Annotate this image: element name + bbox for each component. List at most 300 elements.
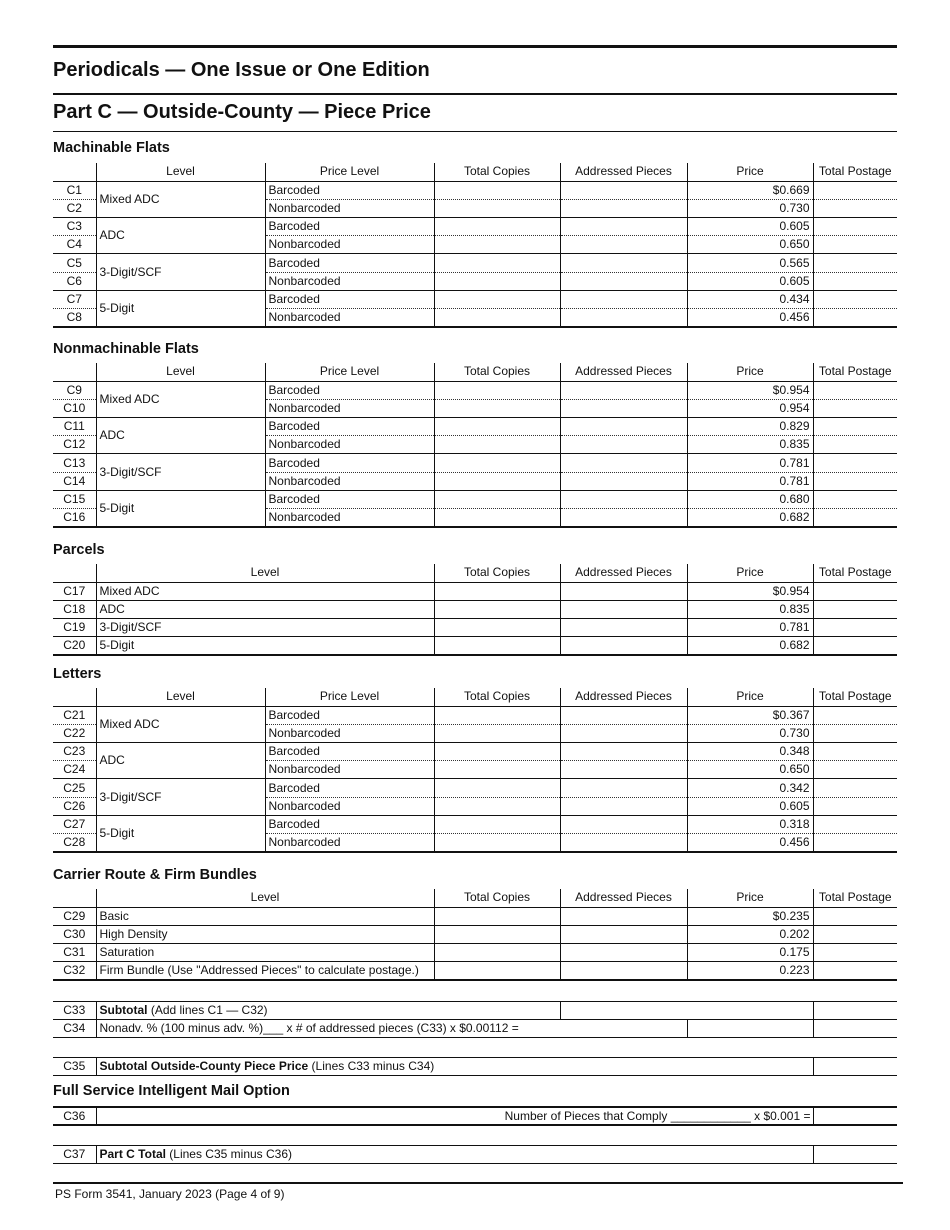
total-copies-field[interactable] <box>434 724 560 742</box>
price-cell: 0.318 <box>687 815 813 833</box>
total-postage-field[interactable] <box>813 797 897 815</box>
line-number: C18 <box>53 600 96 618</box>
addressed-pieces-field[interactable] <box>560 381 687 399</box>
carrier-route-table <box>53 889 897 981</box>
addressed-pieces-field[interactable] <box>560 582 687 600</box>
header-total-copies: Total Copies <box>434 688 560 706</box>
line-label-bold: Subtotal <box>99 1003 148 1018</box>
nonmachinable-flats-table <box>53 363 897 528</box>
line-number: C25 <box>53 779 96 797</box>
line-description <box>96 1002 560 1020</box>
price-cell: 0.730 <box>687 724 813 742</box>
price-level-cell: Nonbarcoded <box>265 236 434 254</box>
price-level-cell: Nonbarcoded <box>265 472 434 490</box>
level-cell: 3-Digit/SCF <box>96 454 265 490</box>
line-label-rest: (Add lines C1 — C32) <box>147 1003 268 1018</box>
header-addressed-pieces: Addressed Pieces <box>560 688 687 706</box>
total-postage-field[interactable] <box>813 509 897 527</box>
price-level-cell: Barcoded <box>265 381 434 399</box>
line-number: C37 <box>53 1146 96 1164</box>
price-level-cell: Nonbarcoded <box>265 834 434 852</box>
header-level: Level <box>96 889 434 907</box>
footer-rule <box>53 1182 903 1184</box>
line-number: C9 <box>53 381 96 399</box>
table-row <box>53 254 897 272</box>
letters-title: Letters <box>53 666 102 682</box>
line-number: C27 <box>53 815 96 833</box>
price-cell: 0.835 <box>687 600 813 618</box>
line-number: C22 <box>53 724 96 742</box>
price-level-cell: Nonbarcoded <box>265 199 434 217</box>
level-cell: Saturation <box>96 944 434 962</box>
addressed-pieces-field[interactable] <box>560 925 687 943</box>
total-copies-field[interactable] <box>434 436 560 454</box>
level-cell: ADC <box>96 743 265 779</box>
line-number: C16 <box>53 509 96 527</box>
table-row <box>53 381 897 399</box>
line-number: C29 <box>53 907 96 925</box>
table-row <box>53 706 897 724</box>
total-copies-field[interactable] <box>434 309 560 327</box>
price-level-cell: Nonbarcoded <box>265 509 434 527</box>
addressed-pieces-field[interactable] <box>560 962 687 980</box>
level-cell: 3-Digit/SCF <box>96 619 434 637</box>
addressed-pieces-field[interactable] <box>560 490 687 508</box>
total-postage-field[interactable] <box>813 600 897 618</box>
line-c37 <box>53 1146 897 1164</box>
price-cell: 0.456 <box>687 834 813 852</box>
line-number: C5 <box>53 254 96 272</box>
total-postage-field[interactable] <box>813 834 897 852</box>
addressed-pieces-field[interactable] <box>560 272 687 290</box>
total-postage-field[interactable] <box>813 272 897 290</box>
price-level-cell: Barcoded <box>265 706 434 724</box>
total-postage-field[interactable] <box>813 815 897 833</box>
level-cell: Mixed ADC <box>96 381 265 417</box>
machinable-flats-title: Machinable Flats <box>53 140 170 156</box>
price-cell: $0.235 <box>687 907 813 925</box>
total-copies-field[interactable] <box>434 254 560 272</box>
total-copies-field[interactable] <box>434 199 560 217</box>
total-copies-field[interactable] <box>434 454 560 472</box>
level-cell: Basic <box>96 907 434 925</box>
line-label-rest: (Lines C33 minus C34) <box>308 1059 435 1074</box>
line-number: C33 <box>53 1002 96 1020</box>
total-postage-field[interactable] <box>813 944 897 962</box>
price-cell: 0.954 <box>687 399 813 417</box>
price-level-cell: Barcoded <box>265 454 434 472</box>
addressed-pieces-field[interactable] <box>560 834 687 852</box>
total-postage-field[interactable] <box>813 399 897 417</box>
table-row <box>53 743 897 761</box>
price-level-cell: Barcoded <box>265 779 434 797</box>
level-cell: ADC <box>96 600 434 618</box>
header-total-postage: Total Postage <box>813 363 897 381</box>
line-number: C21 <box>53 706 96 724</box>
total-postage-field[interactable] <box>813 1058 897 1076</box>
header-addressed-pieces: Addressed Pieces <box>560 163 687 181</box>
price-cell: 0.434 <box>687 290 813 308</box>
level-cell: 3-Digit/SCF <box>96 779 265 815</box>
title-rule <box>53 93 897 95</box>
letters-table <box>53 688 897 853</box>
price-cell: 0.835 <box>687 436 813 454</box>
addressed-pieces-field[interactable] <box>560 509 687 527</box>
total-copies-field[interactable] <box>434 490 560 508</box>
header-total-copies: Total Copies <box>434 363 560 381</box>
line-number: C2 <box>53 199 96 217</box>
price-cell: 0.202 <box>687 925 813 943</box>
table-row <box>53 944 897 962</box>
price-level-cell: Nonbarcoded <box>265 309 434 327</box>
line-number: C1 <box>53 181 96 199</box>
addressed-pieces-field[interactable] <box>560 454 687 472</box>
table-row <box>53 619 897 637</box>
price-cell: 0.682 <box>687 637 813 655</box>
part-c-total-table <box>53 1145 897 1164</box>
header-price: Price <box>687 564 813 582</box>
line-number: C34 <box>53 1020 96 1038</box>
line-number: C32 <box>53 962 96 980</box>
level-cell: ADC <box>96 418 265 454</box>
total-copies-field[interactable] <box>434 743 560 761</box>
price-cell: 0.680 <box>687 490 813 508</box>
line-number: C10 <box>53 399 96 417</box>
price-level-cell: Barcoded <box>265 218 434 236</box>
line-number: C3 <box>53 218 96 236</box>
line-number: C20 <box>53 637 96 655</box>
part-rule <box>53 131 897 132</box>
total-postage-field[interactable] <box>813 218 897 236</box>
nonmachinable-flats-title: Nonmachinable Flats <box>53 341 199 357</box>
header-total-copies: Total Copies <box>434 889 560 907</box>
table-row <box>53 637 897 655</box>
total-postage-field[interactable] <box>813 381 897 399</box>
total-copies-field[interactable] <box>434 600 560 618</box>
header-blank <box>53 564 96 582</box>
header-price: Price <box>687 889 813 907</box>
price-cell: 0.605 <box>687 272 813 290</box>
price-level-cell: Barcoded <box>265 743 434 761</box>
total-postage-field[interactable] <box>813 1107 897 1125</box>
price-level-cell: Nonbarcoded <box>265 797 434 815</box>
addressed-pieces-field[interactable] <box>560 199 687 217</box>
line-number: C36 <box>53 1107 96 1125</box>
table-row <box>53 600 897 618</box>
total-postage-field[interactable] <box>813 637 897 655</box>
subtotal-table <box>53 1001 897 1038</box>
header-price: Price <box>687 163 813 181</box>
price-cell: 0.342 <box>687 779 813 797</box>
total-copies-field[interactable] <box>434 907 560 925</box>
addressed-pieces-field[interactable] <box>560 779 687 797</box>
addressed-pieces-field[interactable] <box>560 600 687 618</box>
line-number: C24 <box>53 761 96 779</box>
total-copies-field[interactable] <box>434 962 560 980</box>
total-postage-field[interactable] <box>813 779 897 797</box>
total-copies-field[interactable] <box>434 381 560 399</box>
line-c33 <box>53 1002 897 1020</box>
price-cell: 0.175 <box>687 944 813 962</box>
header-level: Level <box>96 363 265 381</box>
header-total-postage: Total Postage <box>813 564 897 582</box>
addressed-pieces-field[interactable] <box>560 290 687 308</box>
price-level-cell: Nonbarcoded <box>265 761 434 779</box>
price-cell: 0.829 <box>687 418 813 436</box>
total-postage-field[interactable] <box>813 761 897 779</box>
line-number: C4 <box>53 236 96 254</box>
carrier-route-title: Carrier Route & Firm Bundles <box>53 867 257 883</box>
total-postage-field[interactable] <box>813 418 897 436</box>
total-postage-field[interactable] <box>813 1002 897 1020</box>
total-postage-field[interactable] <box>813 706 897 724</box>
parcels-table <box>53 564 897 656</box>
total-copies-field[interactable] <box>434 761 560 779</box>
line-number: C28 <box>53 834 96 852</box>
total-postage-field[interactable] <box>813 743 897 761</box>
total-postage-field[interactable] <box>813 472 897 490</box>
price-cell: 0.650 <box>687 761 813 779</box>
price-level-cell: Barcoded <box>265 815 434 833</box>
header-addressed-pieces: Addressed Pieces <box>560 564 687 582</box>
top-rule <box>53 45 897 48</box>
addressed-pieces-field[interactable] <box>560 815 687 833</box>
table-row <box>53 290 897 308</box>
total-copies-field[interactable] <box>434 399 560 417</box>
addressed-pieces-field[interactable] <box>560 436 687 454</box>
level-cell: 3-Digit/SCF <box>96 254 265 290</box>
price-cell: 0.223 <box>687 962 813 980</box>
header-total-postage: Total Postage <box>813 688 897 706</box>
total-copies-field[interactable] <box>434 779 560 797</box>
price-cell: 0.682 <box>687 509 813 527</box>
header-level: Level <box>96 163 265 181</box>
table-row <box>53 925 897 943</box>
price-cell: $0.954 <box>687 582 813 600</box>
total-postage-field[interactable] <box>813 290 897 308</box>
header-price: Price <box>687 688 813 706</box>
level-cell: 5-Digit <box>96 637 434 655</box>
addressed-pieces-field[interactable] <box>560 797 687 815</box>
line-label-rest: (Lines C35 minus C36) <box>165 1147 293 1162</box>
total-postage-field[interactable] <box>813 199 897 217</box>
line-number: C23 <box>53 743 96 761</box>
total-postage-field[interactable] <box>813 925 897 943</box>
total-copies-field[interactable] <box>434 236 560 254</box>
price-cell: 0.565 <box>687 254 813 272</box>
total-copies-field[interactable] <box>434 272 560 290</box>
table-row <box>53 779 897 797</box>
line-number: C12 <box>53 436 96 454</box>
addressed-pieces-field[interactable] <box>560 1002 687 1020</box>
addressed-pieces-field[interactable] <box>560 309 687 327</box>
fsim-title: Full Service Intelligent Mail Option <box>53 1083 290 1099</box>
total-copies-field[interactable] <box>434 925 560 943</box>
header-row <box>53 363 897 381</box>
level-cell: Mixed ADC <box>96 181 265 217</box>
price-level-cell: Barcoded <box>265 290 434 308</box>
blank-cell <box>687 1002 813 1020</box>
price-cell: 0.781 <box>687 619 813 637</box>
line-number: C15 <box>53 490 96 508</box>
header-total-copies: Total Copies <box>434 163 560 181</box>
header-row <box>53 889 897 907</box>
level-cell: High Density <box>96 925 434 943</box>
line-number: C31 <box>53 944 96 962</box>
total-postage-field[interactable] <box>813 309 897 327</box>
total-copies-field[interactable] <box>434 418 560 436</box>
line-number: C26 <box>53 797 96 815</box>
header-blank <box>53 163 96 181</box>
addressed-pieces-field[interactable] <box>560 181 687 199</box>
price-cell: 0.605 <box>687 218 813 236</box>
header-level: Level <box>96 564 434 582</box>
line-number: C11 <box>53 418 96 436</box>
total-postage-field[interactable] <box>813 236 897 254</box>
header-price: Price <box>687 363 813 381</box>
header-total-copies: Total Copies <box>434 564 560 582</box>
addressed-pieces-field[interactable] <box>560 399 687 417</box>
header-total-postage: Total Postage <box>813 163 897 181</box>
addressed-pieces-field[interactable] <box>560 761 687 779</box>
total-postage-field[interactable] <box>813 181 897 199</box>
total-copies-field[interactable] <box>434 944 560 962</box>
table-row <box>53 907 897 925</box>
price-level-cell: Barcoded <box>265 490 434 508</box>
header-row <box>53 564 897 582</box>
price-cell: $0.954 <box>687 381 813 399</box>
line-c36 <box>53 1107 897 1125</box>
price-cell: $0.367 <box>687 706 813 724</box>
price-cell: 0.781 <box>687 454 813 472</box>
total-copies-field[interactable] <box>434 181 560 199</box>
price-level-cell: Nonbarcoded <box>265 399 434 417</box>
level-cell: Firm Bundle (Use "Addressed Pieces" to calculate postage.) <box>96 962 434 980</box>
line-label-bold: Part C Total <box>99 1147 166 1162</box>
total-postage-field[interactable] <box>813 454 897 472</box>
addressed-pieces-field[interactable] <box>560 418 687 436</box>
form-title: Periodicals — One Issue or One Edition <box>53 59 430 81</box>
line-description <box>96 1146 813 1164</box>
table-row <box>53 962 897 980</box>
machinable-flats-table <box>53 163 897 328</box>
addressed-pieces-field[interactable] <box>560 743 687 761</box>
line-number: C19 <box>53 619 96 637</box>
line-number: C7 <box>53 290 96 308</box>
line-number: C14 <box>53 472 96 490</box>
price-level-cell: Nonbarcoded <box>265 724 434 742</box>
table-row <box>53 454 897 472</box>
total-copies-field[interactable] <box>434 637 560 655</box>
addressed-pieces-field[interactable] <box>560 619 687 637</box>
total-postage-field[interactable] <box>813 724 897 742</box>
level-cell: 5-Digit <box>96 815 265 851</box>
total-copies-field[interactable] <box>434 706 560 724</box>
total-copies-field[interactable] <box>434 582 560 600</box>
pieces-comply-field[interactable]: Number of Pieces that Comply ____________ x $0.001 = <box>96 1107 813 1125</box>
total-postage-field[interactable] <box>813 436 897 454</box>
total-postage-field[interactable] <box>813 619 897 637</box>
header-price-level: Price Level <box>265 363 434 381</box>
header-price-level: Price Level <box>265 688 434 706</box>
total-copies-field[interactable] <box>434 834 560 852</box>
total-postage-field[interactable] <box>813 1146 897 1164</box>
addressed-pieces-field[interactable] <box>560 236 687 254</box>
price-cell: 0.348 <box>687 743 813 761</box>
level-cell: 5-Digit <box>96 490 265 526</box>
line-number: C6 <box>53 272 96 290</box>
table-row <box>53 490 897 508</box>
total-copies-field[interactable] <box>434 619 560 637</box>
line-c35 <box>53 1058 897 1076</box>
parcels-title: Parcels <box>53 542 105 558</box>
price-level-cell: Nonbarcoded <box>265 436 434 454</box>
header-addressed-pieces: Addressed Pieces <box>560 889 687 907</box>
total-postage-field[interactable] <box>813 582 897 600</box>
total-postage-field[interactable] <box>813 254 897 272</box>
header-blank <box>53 889 96 907</box>
addressed-pieces-field[interactable] <box>560 218 687 236</box>
header-row <box>53 688 897 706</box>
line-description: Nonadv. % (100 minus adv. %)___ x # of addressed pieces (C33) x $0.00112 = <box>96 1020 687 1038</box>
table-row <box>53 418 897 436</box>
total-copies-field[interactable] <box>434 509 560 527</box>
line-number: C35 <box>53 1058 96 1076</box>
price-level-cell: Nonbarcoded <box>265 272 434 290</box>
line-number: C8 <box>53 309 96 327</box>
total-postage-field[interactable] <box>813 490 897 508</box>
price-cell: 0.605 <box>687 797 813 815</box>
total-copies-field[interactable] <box>434 290 560 308</box>
table-row <box>53 582 897 600</box>
header-blank <box>53 363 96 381</box>
addressed-pieces-field[interactable] <box>560 724 687 742</box>
total-copies-field[interactable] <box>434 218 560 236</box>
price-cell: 0.456 <box>687 309 813 327</box>
total-postage-field[interactable] <box>813 907 897 925</box>
addressed-pieces-field[interactable] <box>560 472 687 490</box>
price-cell: 0.650 <box>687 236 813 254</box>
price-cell: $0.669 <box>687 181 813 199</box>
total-postage-field[interactable] <box>813 1020 897 1038</box>
price-cell: 0.781 <box>687 472 813 490</box>
level-cell: Mixed ADC <box>96 582 434 600</box>
addressed-pieces-field[interactable] <box>560 907 687 925</box>
addressed-pieces-field[interactable] <box>560 706 687 724</box>
header-addressed-pieces: Addressed Pieces <box>560 363 687 381</box>
total-postage-field[interactable] <box>813 962 897 980</box>
line-number: C30 <box>53 925 96 943</box>
table-row <box>53 218 897 236</box>
table-row <box>53 815 897 833</box>
addressed-pieces-field[interactable] <box>560 637 687 655</box>
price-level-cell: Barcoded <box>265 181 434 199</box>
total-copies-field[interactable] <box>434 797 560 815</box>
header-blank <box>53 688 96 706</box>
line-c34 <box>53 1020 897 1038</box>
addressed-pieces-field[interactable] <box>560 944 687 962</box>
form-footer: PS Form 3541, January 2023 (Page 4 of 9) <box>55 1187 285 1201</box>
blank-cell <box>687 1020 813 1038</box>
header-total-postage: Total Postage <box>813 889 897 907</box>
addressed-pieces-field[interactable] <box>560 254 687 272</box>
line-number: C13 <box>53 454 96 472</box>
total-copies-field[interactable] <box>434 472 560 490</box>
header-price-level: Price Level <box>265 163 434 181</box>
line-number: C17 <box>53 582 96 600</box>
part-title: Part C — Outside-County — Piece Price <box>53 101 431 123</box>
total-copies-field[interactable] <box>434 815 560 833</box>
